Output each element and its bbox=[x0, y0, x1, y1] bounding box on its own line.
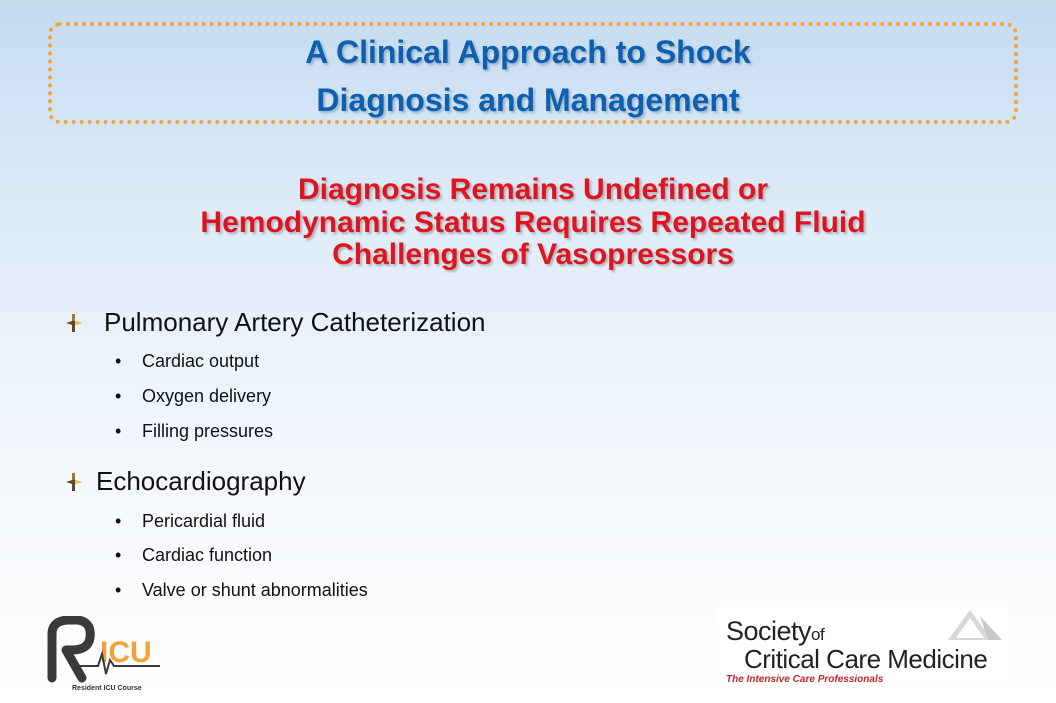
bullet-dot: • bbox=[115, 421, 122, 441]
slide-title-line-2: Diagnosis and Management bbox=[316, 82, 740, 118]
ricu-logo bbox=[44, 616, 164, 700]
ricu-caption: Resident ICU Course bbox=[72, 685, 142, 692]
section-echocardiography bbox=[66, 466, 306, 497]
list-item bbox=[115, 545, 272, 566]
sccm-tagline: The Intensive Care Professionals bbox=[726, 674, 884, 685]
section-heading: Echocardiography bbox=[96, 466, 306, 496]
ricu-letters: ICU bbox=[100, 636, 152, 669]
subtitle-line-1: Diagnosis Remains Undefined or bbox=[297, 173, 769, 206]
list-item bbox=[115, 386, 271, 407]
bullet-dot: • bbox=[115, 351, 122, 371]
list-item-text: Pericardial fluid bbox=[142, 511, 266, 531]
sccm-society-line bbox=[726, 616, 824, 647]
list-item-text: Cardiac output bbox=[142, 351, 260, 371]
list-item-text: Oxygen delivery bbox=[142, 386, 272, 406]
sccm-society: Society bbox=[726, 616, 812, 646]
slide-title-line-1: A Clinical Approach to Shock bbox=[305, 34, 751, 70]
list-item bbox=[115, 511, 265, 532]
section-pulmonary-artery bbox=[66, 307, 486, 338]
bullet-dot: • bbox=[115, 580, 122, 600]
bullet-dot: • bbox=[115, 511, 122, 531]
arrow-bullet-icon bbox=[66, 473, 82, 491]
section-heading: Pulmonary Artery Catheterization bbox=[104, 307, 486, 337]
list-item-text: Cardiac function bbox=[142, 545, 273, 565]
subtitle-line-3: Challenges of Vasopressors bbox=[332, 238, 734, 271]
list-item bbox=[115, 580, 368, 601]
subtitle-line-2: Hemodynamic Status Requires Repeated Fluid bbox=[200, 206, 866, 239]
bullet-dot: • bbox=[115, 545, 122, 565]
arrow-bullet-icon bbox=[66, 314, 82, 332]
sccm-triangle-icon bbox=[948, 608, 1004, 642]
list-item-text: Valve or shunt abnormalities bbox=[142, 580, 368, 600]
sccm-logo bbox=[716, 606, 1008, 686]
sccm-of: of bbox=[811, 625, 825, 644]
list-item-text: Filling pressures bbox=[142, 421, 274, 441]
list-item bbox=[115, 421, 273, 442]
sccm-name: Critical Care Medicine bbox=[744, 644, 988, 674]
list-item bbox=[115, 351, 259, 372]
bullet-dot: • bbox=[115, 386, 122, 406]
